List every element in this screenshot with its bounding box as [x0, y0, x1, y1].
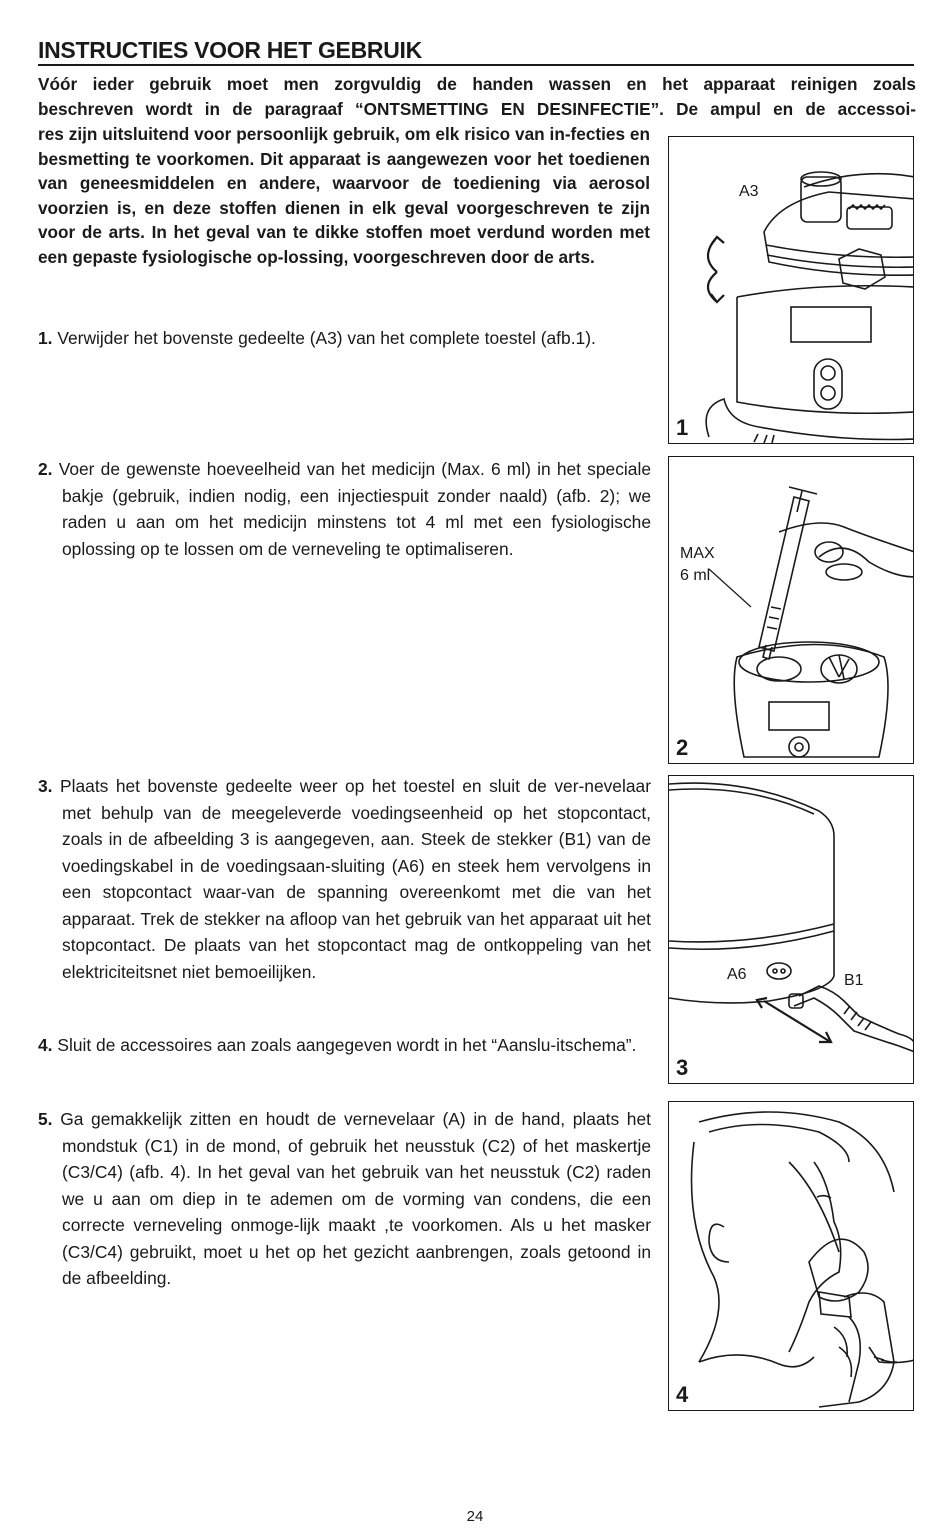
- step-number: 3.: [38, 776, 53, 796]
- intro-line-1: Vóór ieder gebruik moet men zorgvuldig de handen wassen en het apparaat reinigen zoals: [38, 74, 916, 94]
- page-number: 24: [466, 1508, 484, 1525]
- label-a3: A3: [739, 183, 759, 200]
- figure-2: [668, 456, 914, 764]
- step-3: [38, 773, 651, 985]
- step-text: Verwijder het bovenste gedeelte (A3) van het complete toestel (afb.1).: [57, 328, 596, 348]
- nebulizer-top-removal-illustration: [669, 137, 914, 444]
- intro-line-2: beschreven wordt in de paragraaf “ONTSMETTING EN DESINFECTIE”. De ampul en de accessoi-: [38, 99, 916, 119]
- figure-number: 2: [676, 735, 689, 760]
- step-1: [38, 325, 651, 352]
- step-number: 1.: [38, 328, 53, 348]
- intro-paragraph: res zijn uitsluitend voor persoonlijk gebruik, om elk risico van in-fecties en besmetting te voorkomen. Dit apparaat is aangewezen voor het toedienen van geneesmiddelen en andere, waarvoor de toediening via aerosol voorzien is, en deze stoffen dienen in elk geval voorgeschreven te zijn voor de arts. In het geval van te dikke stoffen moet verdund worden met een gepaste fysiologische op-lossing, voorgeschreven door de arts.: [38, 124, 650, 267]
- figure-1: [668, 136, 914, 444]
- step-text: Plaats het bovenste gedeelte weer op het toestel en sluit de ver-nevelaar met behulp van de meegeleverde voedingseenheid op het stopcontact, zoals in de afbeelding 3 is aangegeven, aan. Steek de stekker (B1) van de voedingskabel in de voedingsaan-sluiting (A6) en steek hem vervolgens in een stopcontact waar-van de spanning overeenkomt met die van het apparaat. Trek de stekker na afloop van het gebruik van het apparaat uit het stopcontact. De plaats van het stopcontact mag de ontkoppeling van het elektriciteitsnet niet bemoeilijken.: [60, 776, 651, 982]
- step-text: Ga gemakkelijk zitten en houdt de vernevelaar (A) in de hand, plaats het mondstuk (C1) in de mond, of gebruik het neusstuk (C2) of het maskertje (C3/C4) (afb. 4). In het geval van het gebruik van het neusstuk (C2) raden we u aan om diep in te ademen om de vorming van condens, die een correcte verneveling onmoge-lijk maakt ,te voorkomen. Als u het masker (C3/C4) gebruikt, moet u het op het gezicht aanbrengen, zoals getoond in de afbeelding.: [60, 1109, 651, 1288]
- step-4: [38, 1032, 651, 1059]
- label-b1: B1: [844, 972, 864, 989]
- step-text: Voer de gewenste hoeveelheid van het medicijn (Max. 6 ml) in het speciale bakje (gebruik, indien nodig, een injectiespuit zonder naald) (afb. 2); we raden u aan om het medicijn minstens tot 4 ml met een fysiologische oplossing op te lossen om de verneveling te optimaliseren.: [58, 459, 651, 559]
- figure-4: [668, 1101, 914, 1411]
- step-number: 2.: [38, 459, 53, 479]
- label-a6: A6: [727, 966, 747, 983]
- step-number: 5.: [38, 1109, 53, 1129]
- step-number: 4.: [38, 1035, 53, 1055]
- intro-wide-lines: [38, 72, 916, 122]
- figure-number: 3: [676, 1055, 689, 1080]
- mask-use-illustration: [669, 1102, 914, 1411]
- figure-number: 1: [676, 415, 689, 440]
- label-max: MAX: [680, 545, 715, 562]
- step-5: [38, 1106, 651, 1292]
- page-title: INSTRUCTIES VOOR HET GEBRUIK: [38, 36, 914, 66]
- power-connection-illustration: [669, 776, 914, 1084]
- figure-3: [668, 775, 914, 1084]
- step-2: [38, 456, 651, 562]
- syringe-fill-illustration: [669, 457, 914, 764]
- step-text: Sluit de accessoires aan zoals aangegeven wordt in het “Aanslu-itschema”.: [57, 1035, 637, 1055]
- figure-number: 4: [676, 1382, 689, 1407]
- label-6ml: 6 ml: [680, 567, 711, 584]
